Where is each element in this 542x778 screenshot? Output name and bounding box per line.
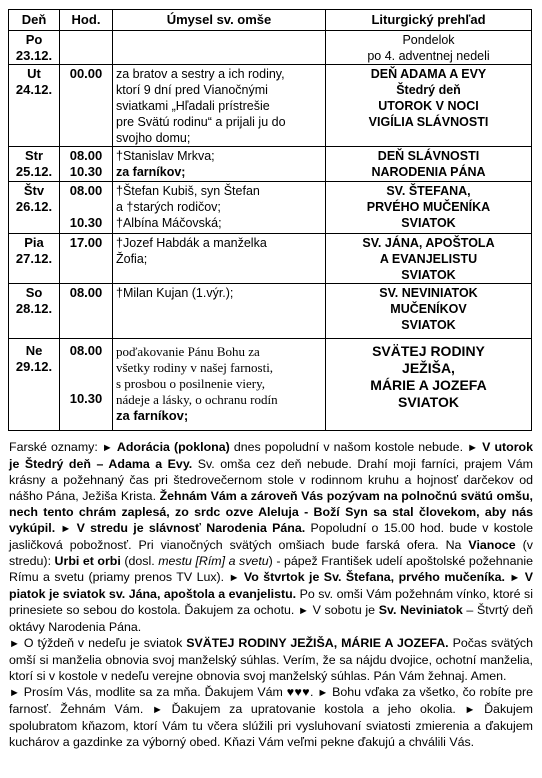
announcements-intro: Farské oznamy:	[9, 440, 98, 454]
arrow-bullet-icon: ►	[9, 687, 20, 699]
liturgy-cell	[326, 147, 532, 182]
parish-announcements	[9, 439, 533, 750]
table-row	[9, 234, 532, 284]
intention-line: poďakovanie Pánu Bohu za	[116, 344, 260, 359]
liturgy-line: Štedrý deň	[396, 83, 461, 97]
liturgy-line: MÁRIE A JOZEFA	[370, 377, 487, 393]
day-cell	[9, 234, 60, 284]
hour-cell	[60, 65, 113, 147]
intention-cell	[113, 284, 326, 339]
intention-line: a †starých rodičov;	[116, 200, 221, 214]
christmas-word: Vianoce	[468, 538, 516, 552]
intention-cell	[113, 182, 326, 234]
liturgy-line: po 4. adventnej nedeli	[367, 49, 490, 63]
day-cell	[9, 182, 60, 234]
intention-cell	[113, 147, 326, 182]
liturgy-line: NARODENIA PÁNA	[371, 165, 486, 179]
liturgy-line: UTOROK V NOCI	[378, 99, 479, 113]
intention-cell	[113, 234, 326, 284]
liturgy-line: SVIATOK	[401, 216, 456, 230]
hour-cell	[60, 182, 113, 234]
intention-line: svojho domu;	[116, 131, 191, 145]
hour-cell	[60, 284, 113, 339]
table-row	[9, 65, 532, 147]
intention-line: pre Svätú rodinu“ a prijali ju do	[116, 115, 286, 129]
intention-line: s prosbou o posilnenie viery,	[116, 376, 265, 391]
mass-hour: 08.00	[69, 183, 103, 198]
announcement-text: Ďakujem spolubratom kňazom, ktorí Vám tu včera slúžili pri vysluhovaní sviatosti zmierenia a ďakujem kuchárov a gazdinke za výborný obed. Kňazi Vám veľmi pekne ďakujú a chválili Vás.	[9, 702, 534, 749]
announcement-text: Sv. omša cez deň nebude. Drahí moji farníci, prajem Vám krásny a požehnaný čas pri štedrovečernom stole v rodinnom kruhu a hojnosť darčekov od nášho Pána, Ježiša Krista.	[9, 457, 533, 503]
intention-line: za farníkov;	[116, 165, 186, 179]
mass-hour: 10.30	[69, 215, 103, 230]
table-row	[9, 182, 532, 234]
liturgy-line: PRVÉHO MUČENÍKA	[366, 200, 491, 214]
announcement-text: Ďakujem za upratovanie kostola a jeho okolia.	[162, 702, 465, 716]
hour-cell	[60, 31, 113, 65]
day-name: Str	[24, 148, 44, 163]
table-row	[9, 147, 532, 182]
day-name: Ut	[27, 66, 41, 81]
arrow-bullet-icon: ►	[509, 572, 521, 584]
announcement-text: (v stredu):	[9, 538, 533, 568]
liturgy-cell	[326, 234, 532, 284]
hour-cell	[60, 339, 113, 431]
hour-cell	[60, 234, 113, 284]
intention-cell	[113, 339, 326, 431]
liturgy-line: MUČENÍKOV	[390, 302, 467, 316]
arrow-bullet-icon: ►	[101, 442, 113, 454]
intention-line: Žofia;	[116, 252, 148, 266]
day-date: 23.12.	[15, 48, 53, 63]
announcement-text: ) - pápež František udelí apoštolské požehnanie Rímu a svetu (priamy prenos TV Lux).	[9, 554, 534, 584]
arrow-bullet-icon: ►	[60, 523, 72, 535]
header-intention: Úmysel sv. omše	[113, 10, 326, 31]
intention-line: za bratov a sestry a ich rodiny,	[116, 67, 285, 81]
liturgy-line: SV. NEVINIATOK	[379, 286, 478, 300]
mass-hour: 00.00	[69, 66, 103, 81]
arrow-bullet-icon: ►	[467, 442, 478, 454]
arrow-bullet-icon: ►	[298, 605, 309, 617]
arrow-bullet-icon: ►	[228, 572, 240, 584]
liturgy-line: SVIATOK	[401, 268, 456, 282]
header-day: Deň	[9, 10, 60, 31]
christmas-eve-heading: V utorok je Štedrý deň – Adama a Evy.	[9, 440, 533, 471]
arrow-bullet-icon: ►	[9, 638, 20, 650]
intention-line: †Milan Kujan (1.výr.);	[116, 286, 234, 300]
day-date: 25.12.	[15, 164, 53, 179]
liturgy-line: Pondelok	[402, 33, 455, 47]
intention-line: sviatkami „Hľadali prístrešie	[116, 99, 270, 113]
mass-hour: 08.00	[69, 285, 103, 300]
announcement-paragraph	[9, 635, 533, 684]
urbi-et-orbi: Urbi et orbi	[54, 554, 121, 568]
intention-line: †Stanislav Mrkva;	[116, 149, 215, 163]
mass-hour: 10.30	[69, 164, 103, 179]
intention-cell	[113, 31, 326, 65]
announcement-text: O týždeň v nedeľu je sviatok	[19, 636, 187, 650]
intention-line: za farníkov;	[116, 408, 189, 423]
day-cell	[9, 147, 60, 182]
header-hour: Hod.	[60, 10, 113, 31]
urbi-translation: mestu [Rím] a svetu	[158, 554, 269, 568]
liturgy-line: DEŇ ADAMA A EVY	[370, 67, 487, 81]
announcement-text: V sobotu je	[308, 603, 379, 617]
announcement-text: Prosím Vás, modlite sa za mňa. Ďakujem Vám ♥♥♥.	[19, 685, 314, 699]
liturgy-cell	[326, 339, 532, 431]
day-date: 27.12.	[15, 251, 53, 266]
liturgy-cell	[326, 31, 532, 65]
liturgy-cell	[326, 182, 532, 234]
intention-line: †Štefan Kubiš, syn Štefan	[116, 184, 260, 198]
table-row	[9, 31, 532, 65]
day-cell	[9, 339, 60, 431]
liturgy-line: SVÄTEJ RODINY	[372, 343, 485, 359]
hour-cell	[60, 147, 113, 182]
st-john-heading: V piatok je sviatok sv. Jána, apoštola a evanjelistu.	[9, 570, 533, 601]
table-row	[9, 339, 532, 431]
day-date: 29.12.	[15, 359, 53, 374]
day-name: Štv	[23, 183, 45, 198]
holy-family-heading: SVÄTEJ RODINY JEŽIŠA, MÁRIE A JOZEFA.	[186, 636, 449, 650]
day-cell	[9, 65, 60, 147]
mass-schedule-table	[8, 9, 532, 431]
st-stephen-heading: Vo štvrtok je Sv. Štefana, prvého mučeníka.	[243, 570, 505, 584]
intention-line: všetky rodiny v našej farnosti,	[116, 360, 274, 375]
day-name: So	[25, 285, 43, 300]
mass-hour: 17.00	[69, 235, 103, 250]
table-row	[9, 284, 532, 339]
announcement-paragraph	[9, 684, 533, 750]
day-cell	[9, 31, 60, 65]
day-date: 24.12.	[15, 82, 53, 97]
liturgy-line: A EVANJELISTU	[379, 252, 478, 266]
intention-line: nádeje a lásky, o ochranu rodín	[116, 392, 278, 407]
day-name: Pia	[24, 235, 44, 250]
announcement-paragraph	[9, 439, 533, 635]
liturgy-cell	[326, 65, 532, 147]
arrow-bullet-icon: ►	[464, 704, 476, 716]
announcement-text: Po sv. omši Vám požehnám vínko, ktoré si prinesiete so sebou do kostola. Ďakujem za ochotu.	[9, 587, 533, 617]
day-date: 26.12.	[15, 199, 53, 214]
liturgy-line: SVIATOK	[401, 318, 456, 332]
announcement-text: (dosl.	[120, 554, 159, 568]
mass-hour: 08.00	[69, 148, 103, 163]
liturgy-line: SVIATOK	[398, 394, 459, 410]
liturgy-line: DEŇ SLÁVNOSTI	[377, 149, 480, 163]
liturgy-cell	[326, 284, 532, 339]
mass-hour: 10.30	[69, 391, 103, 406]
intention-line: ktorí 9 dní pred Vianočnými	[116, 83, 268, 97]
day-name: Ne	[25, 343, 43, 358]
intention-cell	[113, 65, 326, 147]
day-date: 28.12.	[15, 301, 53, 316]
table-header-row	[9, 10, 532, 31]
nativity-heading: V stredu je slávnosť Narodenia Pána.	[76, 521, 306, 535]
announcement-text: dnes popoludní v našom kostole nebude.	[229, 440, 464, 454]
liturgy-line: VIGÍLIA SLÁVNOSTI	[368, 115, 489, 129]
liturgy-line: SV. ŠTEFANA,	[386, 184, 471, 198]
intention-line: †Jozef Habdák a manželka	[116, 236, 267, 250]
announcement-text: Popoludní o 15.00 hod. bude v kostole jasličková pobožnosť. Pri vianočných svätých omšiach bude farská ofera. Na	[9, 521, 533, 552]
header-liturgy: Liturgický prehľad	[326, 10, 532, 31]
midnight-mass-invitation: Žehnám Vám a zároveň Vás pozývam na polnočnú svätú omšu, nech tento chrám zaplesá, zo srdc ozve Aleluja - Boží Syn sa stal človekom, aby nás vykúpil.	[9, 489, 533, 535]
arrow-bullet-icon: ►	[317, 687, 329, 699]
day-cell	[9, 284, 60, 339]
day-name: Po	[25, 32, 43, 47]
liturgy-line: SV. JÁNA, APOŠTOLA	[362, 236, 495, 250]
holy-innocents-heading: Sv. Neviniatok	[378, 603, 463, 617]
mass-hour: 08.00	[69, 343, 103, 358]
announcement-text: Bohu vďaka za všetko, čo robíte pre farnosť. Žehnám Vám.	[9, 685, 533, 716]
announcement-text: – Štvrtý deň oktávy Narodenia Pána.	[9, 603, 533, 634]
intention-line: †Albína Máčovská;	[116, 216, 222, 230]
adoration-text: Adorácia (poklona)	[116, 440, 230, 454]
announcement-text: Počas svätých omší si manželia obnovia svoj manželský súhlas. Verím, že sa nájdu dvojice, ochotní manželia, ktorí si v kostole v nedeľu verejne obnovia svoj manželský súhlas. Pán Vám žehnaj. Amen.	[9, 636, 533, 683]
arrow-bullet-icon: ►	[151, 704, 163, 716]
liturgy-line: JEŽIŠA,	[402, 360, 455, 376]
